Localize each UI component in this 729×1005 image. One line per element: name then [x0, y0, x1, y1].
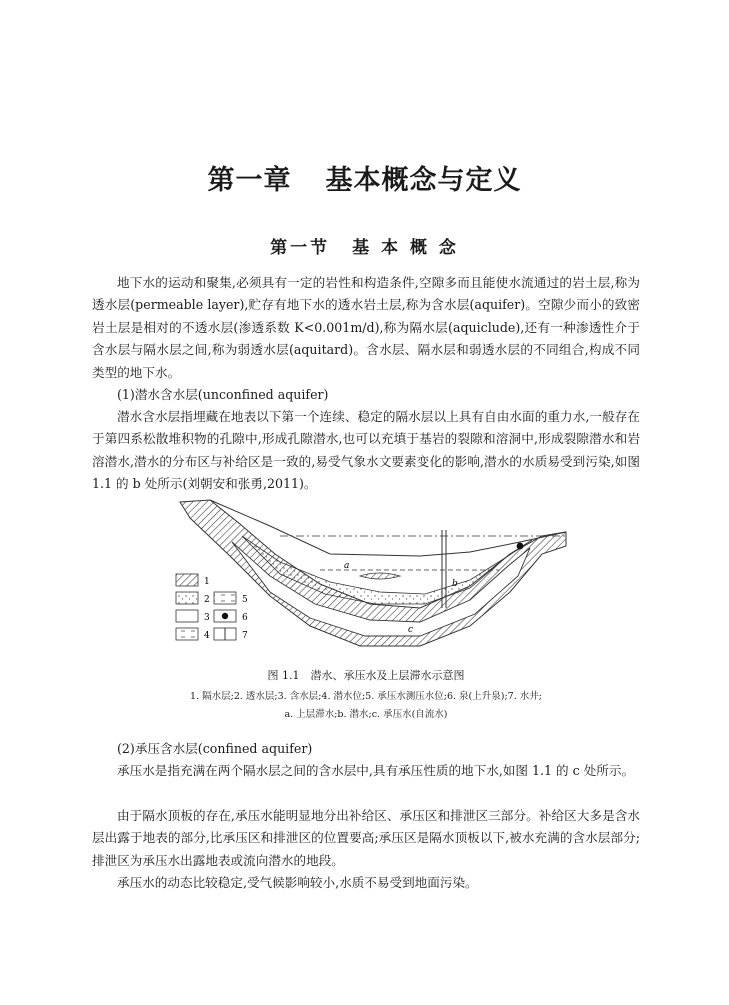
- region-label-b: b: [452, 579, 458, 589]
- region-label-a: a: [344, 561, 350, 571]
- legend-number: 1: [204, 577, 210, 587]
- figure-legend-line-1: 1. 隔水层;2. 透水层;3. 含水层;4. 潜水位;5. 承压水测压水位;6. 泉(上升泉);7. 水井;: [190, 691, 542, 702]
- section-name: 基 本 概 念: [352, 238, 459, 258]
- section-label: 第一节: [270, 238, 331, 258]
- figure-caption: 图 1.1 潜水、承压水及上层滞水示意图: [267, 669, 465, 682]
- legend-number: 7: [242, 631, 248, 641]
- spring: [517, 543, 524, 550]
- legend-number: 5: [242, 595, 248, 605]
- legend-swatch-permeable: [176, 592, 198, 604]
- chapter-name: 基本概念与定义: [325, 165, 522, 196]
- chapter-label: 第一章: [207, 165, 292, 196]
- section-title: [0, 233, 729, 258]
- chapter-title: [0, 158, 729, 197]
- region-label-c: c: [408, 625, 414, 635]
- legend-swatch-water-table: [176, 628, 198, 640]
- heading-confined-aquifer: (2)承压含水层(confined aquifer): [117, 741, 313, 756]
- perched-water-lens: [360, 573, 400, 579]
- legend-swatch-aquifer: [176, 610, 198, 622]
- groundwater-diagram: [170, 496, 570, 656]
- legend: [176, 574, 248, 641]
- figure-legend-line-2: a. 上层滞水;b. 潜水;c. 承压水(自流水): [284, 709, 448, 720]
- paragraph-unconfined-aquifer: 潜水含水层指埋藏在地表以下第一个连续、稳定的隔水层以上具有自由水面的重力水,一般存在于第四系松散堆积物的孔隙中,形成孔隙潜水,也可以充填于基岩的裂隙和溶洞中,形成裂隙潜水和岩溶潜水,潜水的分布区与补给区是一致的,易受气象水文要素变化的影响,潜水的水质易受到污染,如图 1.1 的 b 处所示(刘朝安和张勇,2011)。: [92, 409, 640, 492]
- legend-swatch-piezometric: [214, 592, 236, 604]
- legend-swatch-impermeable: [176, 574, 198, 586]
- legend-number: 6: [242, 613, 248, 623]
- paragraph-confined-zones: 由于隔水顶板的存在,承压水能明显地分出补给区、承压区和排泄区三部分。补给区大多是含水层出露于地表的部分,比承压区和排泄区的位置要高;承压区是隔水顶板以下,被水充满的含水层部分;排泄区为承压水出露地表或流向潜水的地段。: [92, 808, 640, 868]
- cross-section: [180, 500, 566, 646]
- paragraph-aquifer-definitions: 地下水的运动和聚集,必须具有一定的岩性和构造条件,空隙多而且能使水流通过的岩土层,称为透水层(permeable layer),贮存有地下水的透水岩土层,称为含水层(aquifer)。空隙少而小的致密岩土层是相对的不透水层(渗透系数 K<0.001m/d),称为隔水层(aquiclude),还有一种渗透性介于含水层与隔水层之间,称为弱透水层(aquitard)。含水层、隔水层和弱透水层的不同组合,构成不同类型的地下水。: [92, 275, 640, 380]
- legend-number: 3: [204, 613, 210, 623]
- spring-icon: [222, 613, 228, 619]
- heading-unconfined-aquifer: (1)潜水含水层(unconfined aquifer): [117, 387, 329, 402]
- paragraph-confined-stability: 承压水的动态比较稳定,受气候影响较小,水质不易受到地面污染。: [117, 875, 478, 890]
- legend-number: 2: [204, 595, 210, 605]
- paragraph-confined-aquifer: 承压水是指充满在两个隔水层之间的含水层中,具有承压性质的地下水,如图 1.1 的 c 处所示。: [117, 763, 635, 778]
- legend-number: 4: [204, 631, 210, 641]
